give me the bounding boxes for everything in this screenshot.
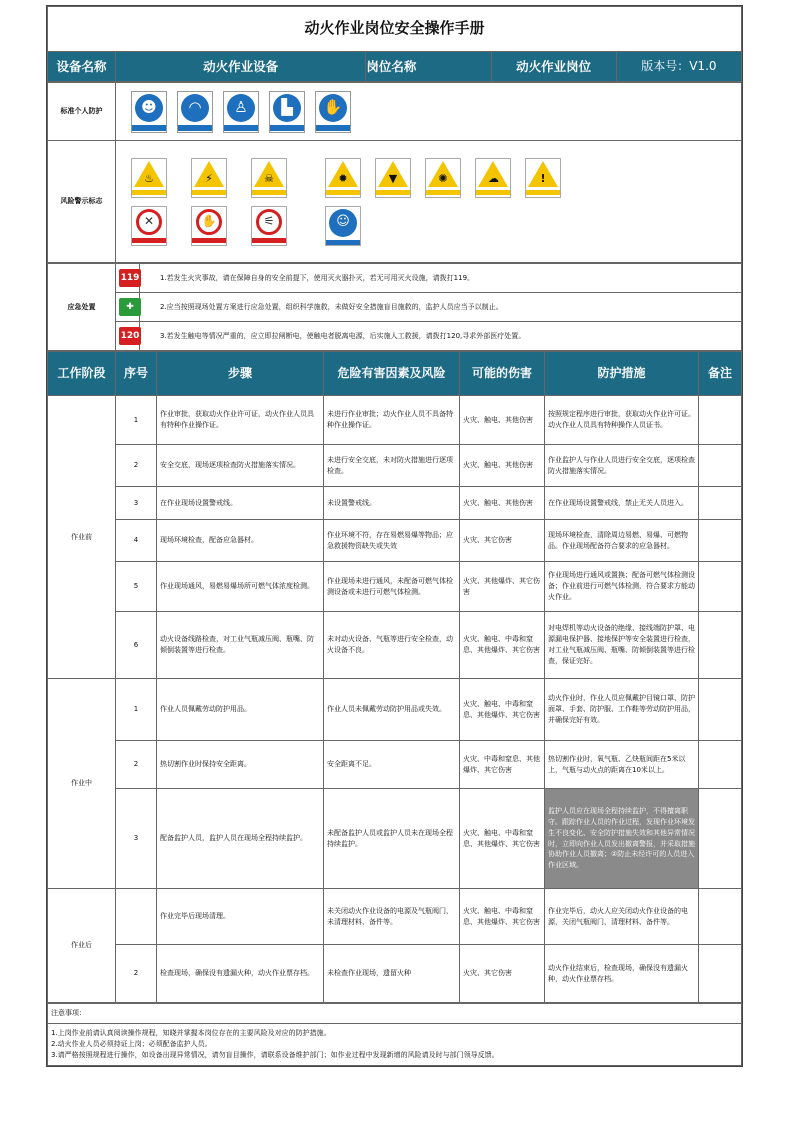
step-cell: 配备监护人员，监护人员在现场全程持续监护。 bbox=[157, 789, 324, 889]
row-number: 2 bbox=[116, 741, 157, 789]
equip-label: 设备名称 bbox=[48, 52, 116, 82]
harm-cell: 火灾、其它伤害 bbox=[460, 945, 545, 1003]
stage-cell: 作业后 bbox=[48, 889, 116, 1003]
measure-cell: 动火作业时，作业人员应佩戴护目镜口罩、防护面罩、手套、防护服、工作鞋等劳动防护用品，并确保完好有效。 bbox=[545, 679, 699, 741]
remark-cell bbox=[699, 741, 742, 789]
hazard-cell: 未对动火设备、气瓶等进行安全检查，动火设备不良。 bbox=[324, 612, 460, 679]
remark-cell bbox=[699, 679, 742, 741]
emergency-text: 1.若发生火灾事故，请在保障自身的安全前提下，使用灭火器扑灭，若无可用灭火设施，请拨打119。 bbox=[140, 264, 742, 293]
emergency-row bbox=[48, 322, 742, 351]
emergency-badge-icon: 119 bbox=[119, 269, 141, 287]
step-cell: 作业审批，获取动火作业许可证，动火作业人员具有特种作业操作证。 bbox=[157, 396, 324, 445]
remark-cell bbox=[699, 562, 742, 612]
signs-table bbox=[47, 82, 742, 263]
harm-cell: 火灾、其它伤害 bbox=[460, 520, 545, 562]
ppe-label: 标准个人防护 bbox=[48, 83, 116, 141]
row-number: 3 bbox=[116, 789, 157, 889]
safety-boots-icon: ▙ bbox=[269, 91, 305, 133]
electric-shock-icon: ⚡ bbox=[191, 158, 227, 198]
risk-label: 风险警示标志 bbox=[48, 141, 116, 263]
harm-cell: 火灾、触电、中毒和窒息、其他爆炸、其它伤害 bbox=[460, 612, 545, 679]
remark-cell bbox=[699, 520, 742, 562]
emergency-icon-cell bbox=[116, 322, 140, 351]
header-table bbox=[47, 6, 742, 82]
note-line: 3.请严格按照规程进行操作，如设备出现异常情况，请勿盲目操作，请联系设备维护部门；如作业过程中发现新增的风险请及时与部门领导反馈。 bbox=[51, 1050, 499, 1059]
emergency-badge-icon: 120 bbox=[119, 327, 141, 345]
note-line: 1.上岗作业前请认真阅读操作规程，知晓并掌握本岗位存在的主要风险及对应的防护措施。 bbox=[51, 1029, 331, 1037]
emergency-row bbox=[48, 264, 742, 293]
no-fire-icon: ✕ bbox=[131, 206, 167, 246]
row-number: 1 bbox=[116, 679, 157, 741]
remark-cell bbox=[699, 487, 742, 520]
hazard-cell: 未检查作业现场，遗留火种 bbox=[324, 945, 460, 1003]
note-line: 2.动火作业人员必须持证上岗；必须配备监护人员。 bbox=[51, 1039, 212, 1048]
row-number: 3 bbox=[116, 487, 157, 520]
table-row bbox=[48, 945, 742, 1003]
harm-cell: 火灾、触电、中毒和窒息、其他爆炸、其它伤害 bbox=[460, 679, 545, 741]
poison-warning-icon: ☠ bbox=[251, 158, 287, 198]
row-number: 4 bbox=[116, 520, 157, 562]
measure-cell: 热切割作业时，氧气瓶、乙炔瓶间距在5米以上，气瓶与动火点的距离在10米以上。 bbox=[545, 741, 699, 789]
table-row bbox=[48, 679, 742, 741]
notes-content bbox=[48, 1024, 742, 1066]
harm-cell: 火灾、触电、其他伤害 bbox=[460, 396, 545, 445]
ppe-icons bbox=[119, 91, 738, 133]
hazard-cell: 未进行安全交底，未对防火措施进行逐项检查。 bbox=[324, 445, 460, 487]
row-number: 5 bbox=[116, 562, 157, 612]
step-cell: 安全交底，现场逐项检查防火措施落实情况。 bbox=[157, 445, 324, 487]
measure-cell: 现场环境检查，清除周边易燃、易爆、可燃物品。作业现场配备符合要求的应急器材。 bbox=[545, 520, 699, 562]
hazard-cell: 未进行作业审批；动火作业人员不具备特种作业操作证。 bbox=[324, 396, 460, 445]
measure-cell: 作业监护人与作业人员进行安全交底，逐项检查防火措施落实情况。 bbox=[545, 445, 699, 487]
post-value: 动火作业岗位 bbox=[491, 52, 616, 82]
hazard-cell: 未设置警戒线。 bbox=[324, 487, 460, 520]
hazard-cell: 作业环境不符，存在易燃易爆等物品；应急救援物资缺失或失效 bbox=[324, 520, 460, 562]
gloves-icon: ✋ bbox=[315, 91, 351, 133]
remark-cell bbox=[699, 945, 742, 1003]
emergency-text: 2.应当按照现场处置方案进行应急处置，组织科学施救，未做好安全措施盲目施救的，监护人员应当予以制止。 bbox=[140, 293, 742, 322]
row-number: 6 bbox=[116, 612, 157, 679]
table-row bbox=[48, 562, 742, 612]
column-header: 防护措施 bbox=[545, 352, 699, 396]
dust-warning-icon: ☁ bbox=[475, 158, 511, 198]
no-touch-icon: ✋ bbox=[191, 206, 227, 246]
stage-cell: 作业前 bbox=[48, 396, 116, 679]
remark-cell bbox=[699, 445, 742, 487]
risk-signs-right bbox=[325, 158, 561, 246]
measure-cell: 动火作业结束后，检查现场，确保没有遗漏火种，动火作业票存档。 bbox=[545, 945, 699, 1003]
falling-object-icon: ▼ bbox=[375, 158, 411, 198]
hazard-cell: 未关闭动火作业设备的电源及气瓶阀门，未清理材料、备件等。 bbox=[324, 889, 460, 945]
measure-cell: 监护人员应在现场全程持续监护，不得擅离职守。跟踪作业人员的作业过程，发现作业环境发生不良变化、安全防护措施失效和其他异常情况时，立即向作业人员发出撤离警报，并采取措施协助作业人员撤离；②防止未经许可的人员进入作业区域。 bbox=[545, 789, 699, 889]
ear-protection-icon: ◠ bbox=[177, 91, 213, 133]
measure-cell: 对电焊机等动火设备的绝缘、接线端防护罩、电源漏电保护器、接地保护等安全装置进行检查，对工业气瓶减压阀、瓶嘴、防倾倒装置等进行检查，保证完好。 bbox=[545, 612, 699, 679]
remark-cell bbox=[699, 889, 742, 945]
harm-cell: 火灾、触电、其他伤害 bbox=[460, 445, 545, 487]
hazard-cell: 未配备监护人员或监护人员未在现场全程持续监护。 bbox=[324, 789, 460, 889]
emergency-row bbox=[48, 293, 742, 322]
row-number: 2 bbox=[116, 945, 157, 1003]
ppe-icons-cell bbox=[116, 83, 742, 141]
table-row bbox=[48, 789, 742, 889]
column-header: 备注 bbox=[699, 352, 742, 396]
emergency-text: 3.若发生触电等情况严重的，应立即拉闸断电，使触电者脱离电源，后实施人工救援，请拨打120,寻求外部医疗处置。 bbox=[140, 322, 742, 351]
stage-cell: 作业中 bbox=[48, 679, 116, 889]
explosion-warning-icon: ✹ bbox=[325, 158, 361, 198]
fire-warning-icon: ♨ bbox=[131, 158, 167, 198]
emergency-badge-icon: ✚ bbox=[119, 298, 141, 316]
row-number bbox=[116, 889, 157, 945]
step-cell: 作业人员佩戴劳动防护用品。 bbox=[157, 679, 324, 741]
hazard-cell: 作业现场未进行通风，未配备可燃气体检测设备或未进行可燃气体检测。 bbox=[324, 562, 460, 612]
harm-cell: 火灾、中毒和窒息、其他爆炸、其它伤害 bbox=[460, 741, 545, 789]
remark-cell bbox=[699, 396, 742, 445]
step-cell: 作业现场通风，易燃易爆场所可燃气体浓度检测。 bbox=[157, 562, 324, 612]
table-row bbox=[48, 520, 742, 562]
step-cell: 在作业现场设置警戒线。 bbox=[157, 487, 324, 520]
remark-cell bbox=[699, 612, 742, 679]
page-title: 动火作业岗位安全操作手册 bbox=[48, 7, 742, 52]
post-label: 岗位名称 bbox=[366, 52, 491, 82]
measure-cell: 在作业现场设置警戒线，禁止无关人员进入。 bbox=[545, 487, 699, 520]
step-cell: 作业完毕后现场清理。 bbox=[157, 889, 324, 945]
table-row bbox=[48, 889, 742, 945]
step-cell: 现场环境检查，配备应急器材。 bbox=[157, 520, 324, 562]
column-header: 序号 bbox=[116, 352, 157, 396]
table-row bbox=[48, 396, 742, 445]
measure-cell: 按照规定程序进行审批，获取动火作业许可证。动火作业人员具有特种操作人员证书。 bbox=[545, 396, 699, 445]
column-header: 步骤 bbox=[157, 352, 324, 396]
version-label: 版本号：V1.0 bbox=[616, 52, 741, 82]
table-row bbox=[48, 612, 742, 679]
harm-cell: 火灾、触电、中毒和窒息、其他爆炸、其它伤害 bbox=[460, 789, 545, 889]
measure-cell: 作业现场进行通风或置换；配备可燃气体检测设备；作业前进行可燃气体检测，符合要求方能动火作业。 bbox=[545, 562, 699, 612]
step-cell: 检查现场，确保没有遗漏火种，动火作业票存档。 bbox=[157, 945, 324, 1003]
no-smoking-icon: ⚟ bbox=[251, 206, 287, 246]
remark-cell bbox=[699, 789, 742, 889]
table-row bbox=[48, 741, 742, 789]
must-wear-mask-icon: ☺ bbox=[325, 206, 361, 246]
general-warning-icon: ! bbox=[525, 158, 561, 198]
hazard-cell: 安全距离不足。 bbox=[324, 741, 460, 789]
face-shield-icon: ☻ bbox=[131, 91, 167, 133]
operations-table bbox=[47, 351, 742, 1003]
notes-table bbox=[47, 1003, 742, 1066]
column-header: 可能的伤害 bbox=[460, 352, 545, 396]
risk-signs-left bbox=[131, 158, 287, 246]
row-number: 1 bbox=[116, 396, 157, 445]
burn-warning-icon: ✺ bbox=[425, 158, 461, 198]
harm-cell: 火灾、触电、其他伤害 bbox=[460, 487, 545, 520]
row-number: 2 bbox=[116, 445, 157, 487]
table-row bbox=[48, 445, 742, 487]
emergency-table bbox=[47, 263, 742, 351]
work-clothes-icon: ♙ bbox=[223, 91, 259, 133]
measure-cell: 作业完毕后，动火人应关闭动火作业设备的电源，关闭气瓶阀门，清理材料、备件等。 bbox=[545, 889, 699, 945]
hazard-cell: 作业人员未佩戴劳动防护用品或失效。 bbox=[324, 679, 460, 741]
step-cell: 热切割作业时保持安全距离。 bbox=[157, 741, 324, 789]
emergency-icon-cell bbox=[116, 293, 140, 322]
step-cell: 动火设备线路检查，对工业气瓶减压阀、瓶嘴、防倾倒装置等进行检查。 bbox=[157, 612, 324, 679]
safety-manual-sheet bbox=[46, 5, 743, 1067]
notes-label: 注意事项： bbox=[48, 1004, 742, 1024]
table-row bbox=[48, 487, 742, 520]
column-header: 工作阶段 bbox=[48, 352, 116, 396]
emergency-icon-cell bbox=[116, 264, 140, 293]
harm-cell: 火灾、其他爆炸、其它伤害 bbox=[460, 562, 545, 612]
risk-icons-cell bbox=[116, 141, 742, 263]
column-header: 危险有害因素及风险 bbox=[324, 352, 460, 396]
harm-cell: 火灾、触电、中毒和窒息、其他爆炸、其它伤害 bbox=[460, 889, 545, 945]
emergency-label: 应急处置 bbox=[48, 264, 116, 351]
equip-value: 动火作业设备 bbox=[116, 52, 366, 82]
